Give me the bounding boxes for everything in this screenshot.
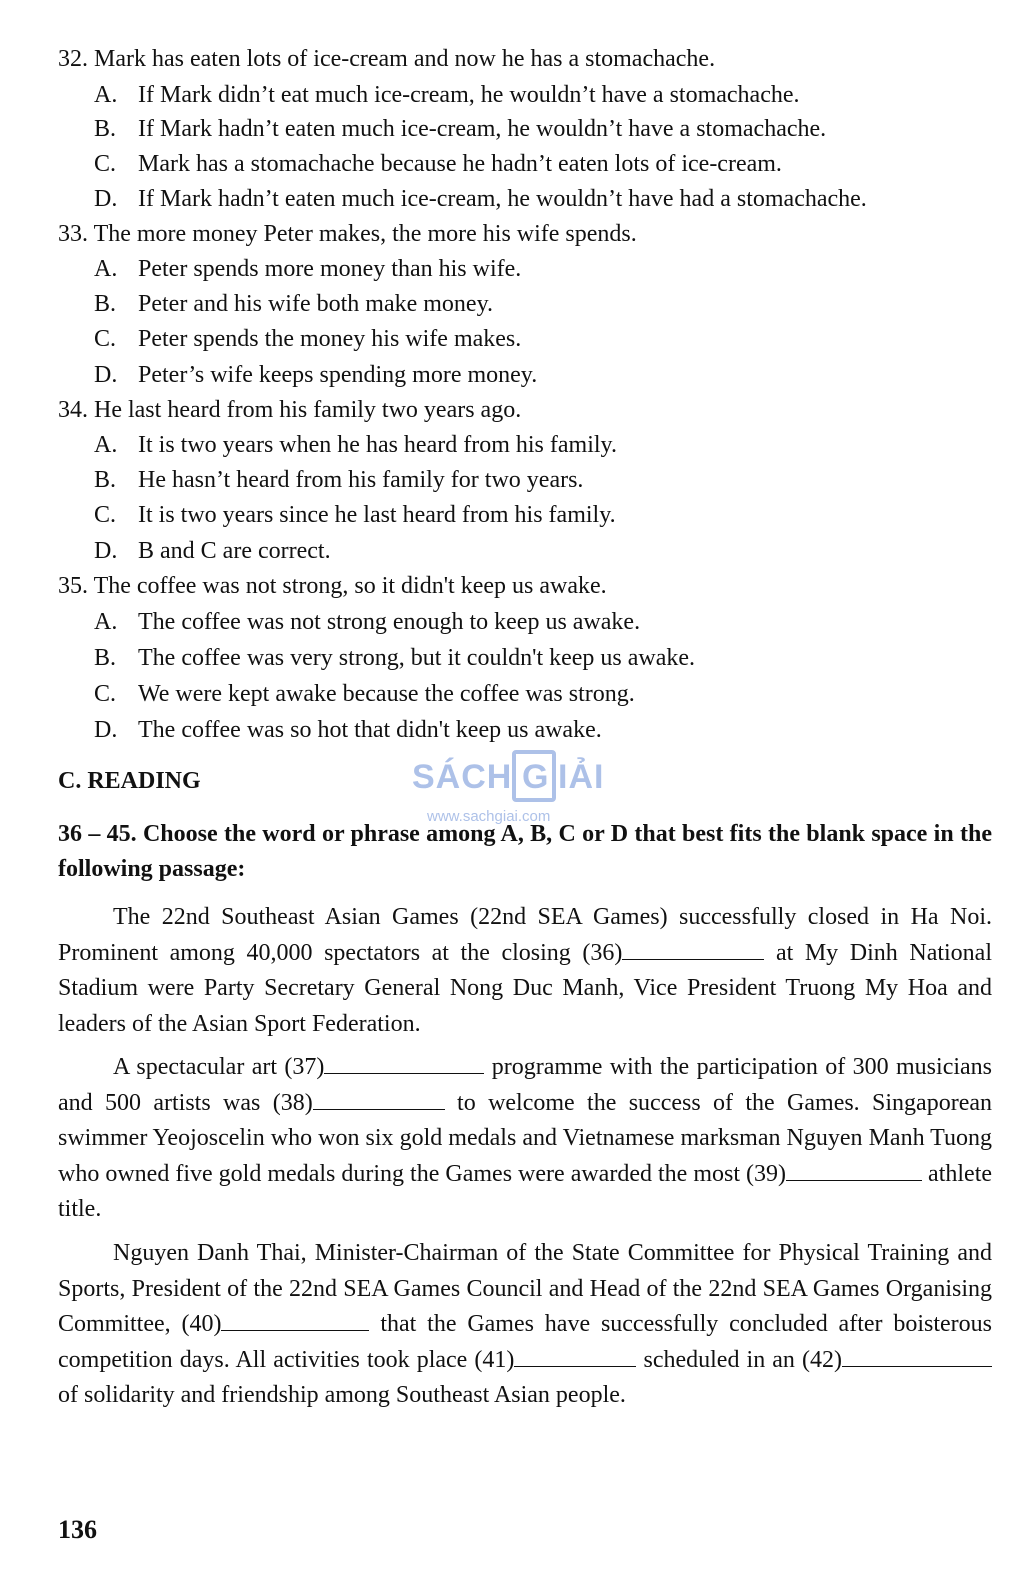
passage-paragraph-2: A spectacular art (37) programme with the participation of 300 musicians and 500 artists was (38) to welcome the success of the Games. Singaporean swimmer Yeojoscelin who won six gold medals and Vietnamese marksman Nguyen Manh Tuong who owned five gold medals during the Games were awarded the most (39) athlete title.	[58, 1054, 993, 1222]
question-32-option-a: A. If Mark didn’t eat much ice-cream, he wouldn’t have a stomachache.	[94, 82, 800, 108]
question-33-option-b: B. Peter and his wife both make money.	[94, 291, 494, 317]
passage-paragraph-3: Nguyen Danh Thai, Minister-Chairman of the State Committee for Physical Training and Sports, President of the 22nd SEA Games Council and Head of the 22nd SEA Games Organising Committee, (40) that the Games have successfully concluded after boisterous competition days. All activities took place (41) scheduled in an (42) of solidarity and friendship among Southeast Asian people.	[58, 1240, 993, 1408]
watermark-text-left: SÁCH	[412, 758, 513, 796]
section-heading-reading: C. READING	[58, 768, 201, 794]
question-35-option-d: D. The coffee was so hot that didn't keep us awake.	[94, 717, 602, 743]
question-34-option-a: A. It is two years when he has heard from his family.	[94, 432, 617, 458]
question-34-option-c: C. It is two years since he last heard from his family.	[94, 502, 616, 528]
question-35-option-b: B. The coffee was very strong, but it couldn't keep us awake.	[94, 645, 696, 671]
question-34-stem: 34. He last heard from his family two years ago.	[58, 397, 522, 423]
question-33-option-a: A. Peter spends more money than his wife.	[94, 256, 522, 282]
question-32-stem: 32. Mark has eaten lots of ice-cream and now he has a stomachache.	[58, 46, 716, 72]
question-32-option-d: D. If Mark hadn’t eaten much ice-cream, he wouldn’t have had a stomachache.	[94, 186, 867, 212]
watermark-text-mid: G	[522, 758, 550, 796]
blank-39	[786, 1160, 922, 1181]
reading-instruction: 36 – 45. Choose the word or phrase among A, B, C or D that best fits the blank space in the following passage:	[58, 821, 992, 882]
question-33-option-c: C. Peter spends the money his wife makes.	[94, 326, 522, 352]
watermark-url: www.sachgiai.com	[427, 808, 551, 825]
blank-40	[221, 1310, 369, 1331]
blank-41	[514, 1346, 636, 1367]
question-35-stem: 35. The coffee was not strong, so it didn't keep us awake.	[58, 573, 607, 599]
question-32-option-c: C. Mark has a stomachache because he hadn’t eaten lots of ice-cream.	[94, 151, 782, 177]
blank-36	[622, 939, 764, 960]
question-33-stem: 33. The more money Peter makes, the more his wife spends.	[58, 221, 637, 247]
question-34-option-d: D. B and C are correct.	[94, 538, 331, 564]
passage-paragraph-1: The 22nd Southeast Asian Games (22nd SEA Games) successfully closed in Ha Noi. Prominent among 40,000 spectators at the closing (36) at My Dinh National Stadium were Party Secretary General Nong Duc Manh, Vice President Truong My Hoa and leaders of the Asian Sport Federation.	[58, 904, 992, 1037]
page-number: 136	[58, 1515, 97, 1544]
question-34-option-b: B. He hasn’t heard from his family for two years.	[94, 467, 584, 493]
question-32-option-b: B. If Mark hadn’t eaten much ice-cream, he wouldn’t have a stomachache.	[94, 116, 827, 142]
watermark-text-right: IẢI	[558, 758, 605, 796]
blank-38	[313, 1089, 445, 1110]
blank-42	[842, 1346, 992, 1367]
question-35-option-a: A. The coffee was not strong enough to keep us awake.	[94, 609, 641, 635]
question-33-option-d: D. Peter’s wife keeps spending more money.	[94, 362, 538, 388]
blank-37	[324, 1053, 484, 1074]
question-35-option-c: C. We were kept awake because the coffee was strong.	[94, 681, 635, 707]
